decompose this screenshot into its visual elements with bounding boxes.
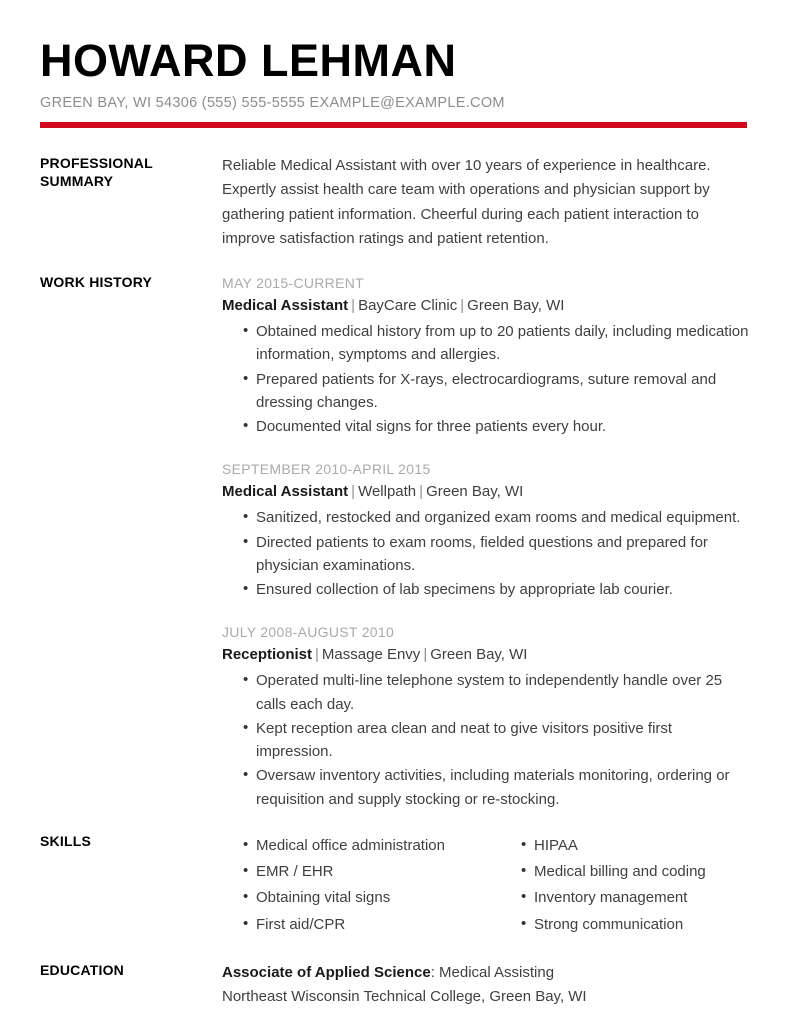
job-location: Green Bay, WI: [430, 646, 528, 664]
job-company: Wellpath: [358, 483, 417, 501]
skill-item: • Inventory management: [500, 886, 778, 909]
skills-columns: [222, 832, 751, 939]
job-title: Medical Assistant: [222, 483, 349, 501]
job-bullet: • Oversaw inventory activities, including materials monitoring, ordering or requisition and supply stocking or re-stocking.: [222, 764, 751, 811]
resume-header: [40, 0, 751, 128]
job-title: Receptionist: [222, 646, 313, 664]
field-separator: |: [351, 297, 356, 315]
education-degree-line: [222, 961, 751, 985]
job-bullet-list: [222, 506, 751, 601]
job-heading: [222, 294, 751, 318]
section-work-history: [40, 273, 751, 812]
section-professional-summary: [40, 154, 751, 251]
field-separator: |: [419, 483, 424, 501]
job-heading: [222, 480, 751, 504]
section-label-skills: SKILLS: [40, 832, 91, 849]
education-field: : Medical Assisting: [430, 963, 555, 981]
skill-item: • Obtaining vital signs: [222, 886, 500, 909]
section-label-work-history: WORK HISTORY: [40, 274, 153, 291]
job-bullet: • Directed patients to exam rooms, fielded questions and prepared for physician examinations.: [222, 531, 751, 578]
skills-list-right: [500, 834, 778, 936]
job-bullet: • Obtained medical history from up to 20 patients daily, including medication information, symptoms and allergies.: [222, 320, 751, 367]
skills-column-right: [500, 832, 778, 939]
skill-item: • EMR / EHR: [222, 860, 500, 883]
skill-item: • HIPAA: [500, 834, 778, 857]
education-school-line: Northeast Wisconsin Technical College, Green Bay, WI: [222, 988, 587, 1006]
work-history-entry: [222, 459, 751, 601]
job-bullet: • Kept reception area clean and neat to give visitors positive first impression.: [222, 717, 751, 764]
section-body-skills: [222, 832, 751, 939]
job-dates: SEPTEMBER 2010-APRIL 2015: [222, 461, 431, 478]
section-education: [40, 961, 751, 1010]
job-location: Green Bay, WI: [426, 483, 524, 501]
job-bullet: • Prepared patients for X-rays, electrocardiograms, suture removal and dressing changes.: [222, 368, 751, 415]
summary-paragraph: Reliable Medical Assistant with over 10 years of experience in healthcare. Expertly assist health care team with operations and physician support by gathering patient information. Cheerful during each patient interaction to improve satisfaction ratings and patient retention.: [222, 157, 711, 247]
section-label-professional-summary: [40, 154, 222, 190]
section-body-professional-summary: [222, 154, 751, 251]
job-title: Medical Assistant: [222, 297, 349, 315]
field-separator: |: [351, 483, 356, 501]
skill-item: • Strong communication: [500, 913, 778, 936]
education-degree: Associate of Applied Science: [222, 963, 431, 981]
job-bullet: • Sanitized, restocked and organized exam rooms and medical equipment.: [222, 506, 751, 529]
job-bullet: • Documented vital signs for three patients every hour.: [222, 415, 751, 438]
job-dates: MAY 2015-CURRENT: [222, 275, 364, 292]
candidate-name: HOWARD LEHMAN: [40, 35, 457, 86]
job-bullet: • Ensured collection of lab specimens by appropriate lab courier.: [222, 578, 751, 601]
section-label-education: EDUCATION: [40, 961, 124, 978]
section-label-line-1: PROFESSIONAL: [40, 155, 153, 171]
field-separator: |: [315, 646, 319, 664]
job-location: Green Bay, WI: [467, 297, 565, 315]
field-separator: |: [423, 646, 428, 664]
job-bullet: • Operated multi-line telephone system to independently handle over 25 calls each day.: [222, 669, 751, 716]
skill-item: • First aid/CPR: [222, 913, 500, 936]
header-divider-rule: [40, 122, 747, 128]
contact-line: GREEN BAY, WI 54306 (555) 555-5555 EXAMPLE@EXAMPLE.COM: [40, 95, 505, 111]
job-bullet-list: [222, 669, 751, 811]
job-bullet-list: [222, 320, 751, 438]
job-dates: JULY 2008-AUGUST 2010: [222, 624, 395, 641]
work-history-entry: [222, 273, 751, 438]
field-separator: |: [460, 297, 465, 315]
skill-item: • Medical billing and coding: [500, 860, 778, 883]
section-body-education: [222, 961, 751, 1010]
section-label-line-2: SUMMARY: [40, 172, 114, 189]
skills-list-left: [222, 834, 500, 936]
work-history-entry: [222, 622, 751, 811]
section-skills: [40, 832, 751, 939]
job-company: Massage Envy: [321, 646, 421, 664]
job-heading: [222, 643, 751, 667]
skills-column-left: [222, 832, 500, 939]
section-body-work-history: [222, 273, 751, 812]
job-company: BayCare Clinic: [358, 297, 458, 315]
skill-item: • Medical office administration: [222, 834, 500, 857]
